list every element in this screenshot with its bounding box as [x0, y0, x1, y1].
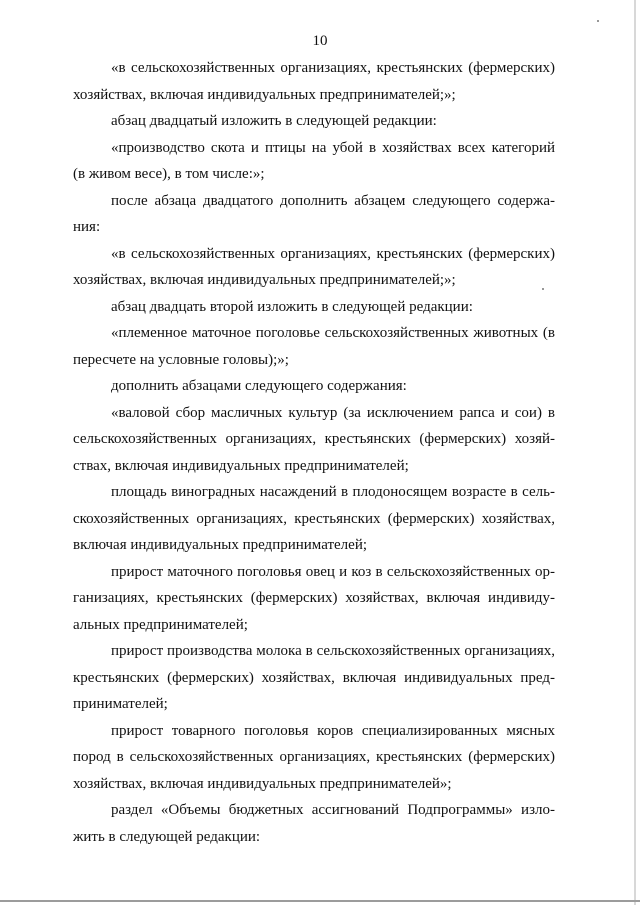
text-line: раздел «Объемы бюджетных ассигнований Подпрограммы» изло-	[111, 802, 555, 818]
text-line: прирост производства молока в сельскохозяйственных организациях,	[111, 643, 555, 659]
text-line: пород в сельскохозяйственных организациях, крестьянских (фермерских)	[73, 749, 555, 765]
text-line: ствах, включая индивидуальных предпринимателей;	[73, 457, 409, 474]
text-line: «в сельскохозяйственных организациях, крестьянских (фермерских)	[111, 245, 555, 262]
text-line: после абзаца двадцатого дополнить абзацем следующего содержа-	[111, 192, 555, 209]
text-line: (в живом весе), в том числе:»;	[73, 166, 265, 182]
text-line: площадь виноградных насаждений в плодоносящем возрасте в сель-	[111, 484, 555, 500]
paragraph	[73, 718, 555, 798]
text-line: абзац двадцать второй изложить в следующей редакции:	[111, 298, 473, 315]
paragraph	[73, 135, 555, 188]
document-body	[73, 55, 555, 850]
text-line: жить в следующей редакции:	[73, 828, 261, 845]
text-line: принимателей;	[73, 696, 168, 712]
text-line: «производство скота и птицы на убой в хозяйствах всех категорий	[111, 139, 555, 156]
text-line: пересчете на условные головы);»;	[73, 351, 289, 368]
text-line: включая индивидуальных предпринимателей;	[73, 537, 368, 553]
text-line: прирост товарного поголовья коров специализированных мясных	[111, 722, 555, 739]
text-line: ганизациях, крестьянских (фермерских) хозяйствах, включая индивиду-	[73, 590, 555, 606]
paragraph	[73, 373, 555, 400]
text-line: прирост маточного поголовья овец и коз в сельскохозяйственных ор-	[111, 563, 555, 580]
paragraph	[73, 294, 555, 321]
text-line: дополнить абзацами следующего содержания:	[111, 378, 407, 394]
paragraph	[73, 320, 555, 373]
scan-bottom-edge	[0, 900, 640, 902]
text-line: альных предпринимателей;	[73, 616, 248, 633]
paragraph	[73, 797, 555, 850]
paragraph	[73, 400, 555, 480]
paragraph	[73, 188, 555, 241]
paragraph	[73, 479, 555, 559]
text-line: хозяйствах, включая индивидуальных предпринимателей;»;	[73, 272, 456, 288]
text-line: «племенное маточное поголовье сельскохозяйственных животных (в	[111, 325, 555, 341]
scan-right-edge	[634, 0, 636, 905]
text-line: абзац двадцатый изложить в следующей редакции:	[111, 113, 437, 129]
paragraph	[73, 559, 555, 639]
scan-speck	[597, 20, 599, 22]
text-line: скохозяйственных организациях, крестьянских (фермерских) хозяйствах,	[73, 510, 555, 527]
text-line: «валовой сбор масличных культур (за исключением рапса и сои) в	[111, 404, 555, 421]
text-line: хозяйствах, включая индивидуальных предпринимателей;»;	[73, 86, 456, 103]
paragraph	[73, 108, 555, 135]
page-number: 10	[312, 33, 328, 49]
text-line: «в сельскохозяйственных организациях, крестьянских (фермерских)	[111, 60, 555, 76]
paragraph	[73, 55, 555, 108]
text-line: сельскохозяйственных организациях, крестьянских (фермерских) хозяй-	[73, 431, 555, 447]
paragraph	[73, 638, 555, 718]
paragraph	[73, 241, 555, 294]
text-line: ния:	[73, 219, 101, 235]
text-line: хозяйствах, включая индивидуальных предпринимателей»;	[73, 775, 452, 792]
text-line: крестьянских (фермерских) хозяйствах, включая индивидуальных пред-	[73, 669, 555, 686]
